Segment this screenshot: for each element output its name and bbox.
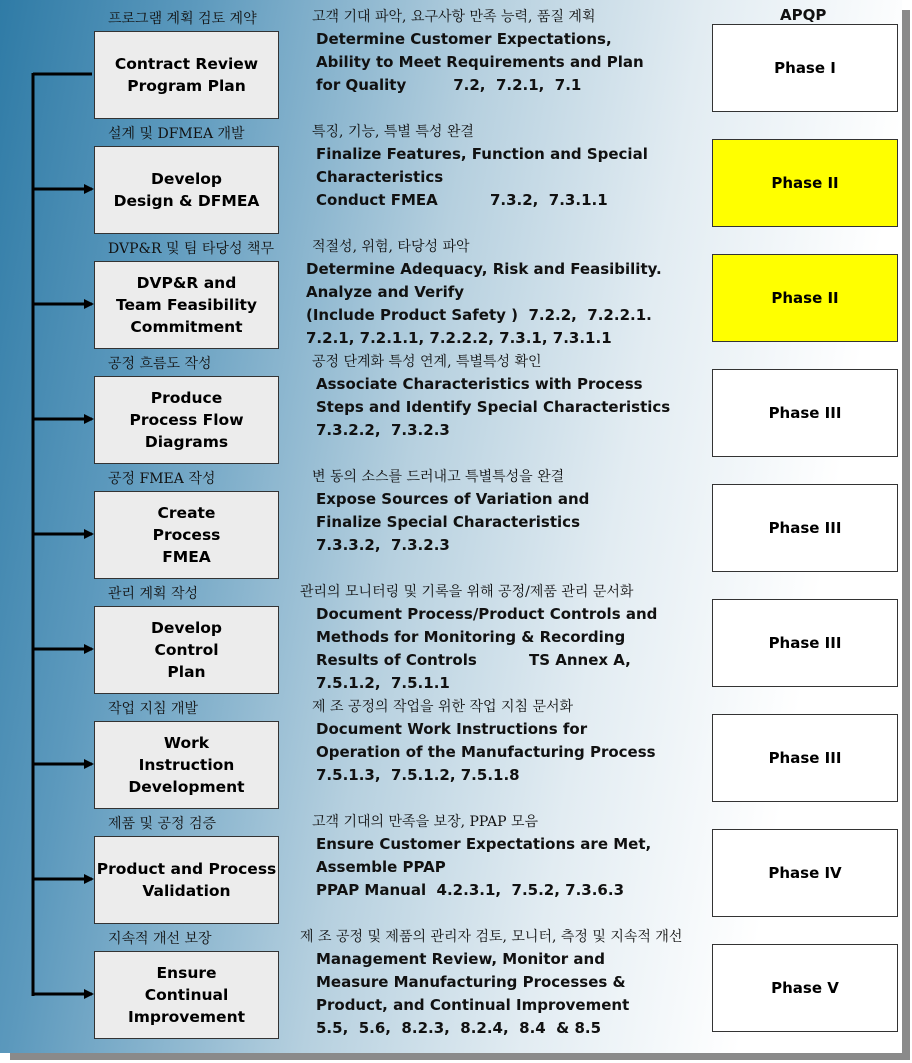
stage-korean-title: DVP&R 및 팀 타당성 책무 [108, 241, 274, 257]
phase-box: Phase I [712, 24, 898, 112]
apqp-header: APQP [780, 6, 827, 24]
process-stage [0, 813, 902, 928]
phase-box: Phase V [712, 944, 898, 1032]
stage-box: Develop Control Plan [94, 606, 279, 694]
stage-description: Management Review, Monitor and Measure Manufacturing Processes & Product, and Continual Improvement 5.5, 5.6, 8.2.3, 8.2.4, 8.4 & 8.5 [316, 950, 630, 1037]
stage-korean-title: 지속적 개선 보장 [108, 931, 212, 947]
process-stage [0, 583, 902, 698]
phase-box: Phase III [712, 369, 898, 457]
process-stage [0, 698, 902, 813]
stage-description: Expose Sources of Variation and Finalize Special Characteristics 7.3.3.2, 7.3.2.3 [316, 490, 590, 554]
phase-box: Phase II [712, 139, 898, 227]
phase-box: Phase III [712, 599, 898, 687]
stage-korean-description: 제 조 공정의 작업을 위한 작업 지침 문서화 [312, 699, 574, 715]
stage-korean-description: 변 동의 소스를 드러내고 특별특성을 완결 [312, 469, 565, 485]
stage-box: Work Instruction Development [94, 721, 279, 809]
stage-korean-title: 공정 흐름도 작성 [108, 356, 212, 372]
stage-korean-description: 적절성, 위험, 타당성 파악 [312, 239, 470, 255]
stage-korean-title: 공정 FMEA 작성 [108, 471, 216, 487]
stage-box: DVP&R and Team Feasibility Commitment [94, 261, 279, 349]
stage-box: Ensure Continual Improvement [94, 951, 279, 1039]
stage-korean-description: 제 조 공정 및 제품의 관리자 검토, 모니터, 측정 및 지속적 개선 [300, 929, 683, 945]
stage-korean-description: 관리의 모니터링 및 기록을 위해 공정/제품 관리 문서화 [300, 584, 634, 600]
stage-description: Ensure Customer Expectations are Met, Assemble PPAP PPAP Manual 4.2.3.1, 7.5.2, 7.3.6.3 [316, 835, 652, 899]
stage-box: Develop Design & DFMEA [94, 146, 279, 234]
stage-korean-title: 설계 및 DFMEA 개발 [108, 126, 245, 142]
stage-korean-title: 제품 및 공정 검증 [108, 816, 217, 832]
stage-description: Determine Customer Expectations, Ability to Meet Requirements and Plan for Quality 7.2, 7.2.1, 7.1 [316, 30, 644, 94]
stage-box: Produce Process Flow Diagrams [94, 376, 279, 464]
stage-korean-title: 관리 계획 작성 [108, 586, 199, 602]
phase-box: Phase III [712, 714, 898, 802]
phase-box: Phase III [712, 484, 898, 572]
stage-korean-description: 고객 기대 파악, 요구사항 만족 능력, 품질 계획 [312, 9, 596, 25]
process-stage [0, 353, 902, 468]
phase-box: Phase II [712, 254, 898, 342]
process-stage [0, 468, 902, 583]
process-stage [0, 238, 902, 353]
stage-description: Associate Characteristics with Process Steps and Identify Special Characteristics 7.3.2.2, 7.3.2.3 [316, 375, 671, 439]
process-stage [0, 123, 902, 238]
stage-description: Document Work Instructions for Operation of the Manufacturing Process 7.5.1.3, 7.5.1.2, 7.5.1.8 [316, 720, 656, 784]
stage-korean-title: 작업 지침 개발 [108, 701, 199, 717]
stage-description: Determine Adequacy, Risk and Feasibility. Analyze and Verify (Include Product Safety ) 7.2.2, 7.2.2.1. 7.2.1, 7.2.1.1, 7.2.2.2, 7.3.1, 7.3.1.1 [306, 260, 662, 347]
stage-box: Contract Review Program Plan [94, 31, 279, 119]
phase-box: Phase IV [712, 829, 898, 917]
stage-korean-description: 고객 기대의 만족을 보장, PPAP 모음 [312, 814, 539, 830]
stage-description: Document Process/Product Controls and Methods for Monitoring & Recording Results of Controls TS Annex A, 7.5.1.2, 7.5.1.1 [316, 605, 658, 692]
stage-box: Create Process FMEA [94, 491, 279, 579]
stage-korean-description: 공정 단계화 특성 연계, 특별특성 확인 [312, 354, 542, 370]
stage-description: Finalize Features, Function and Special Characteristics Conduct FMEA 7.3.2, 7.3.1.1 [316, 145, 648, 209]
process-stage [0, 8, 902, 123]
stage-korean-description: 특징, 기능, 특별 특성 완결 [312, 124, 474, 140]
process-stage [0, 928, 902, 1043]
stage-korean-title: 프로그램 계획 검토 계약 [108, 11, 257, 27]
stage-box: Product and Process Validation [94, 836, 279, 924]
